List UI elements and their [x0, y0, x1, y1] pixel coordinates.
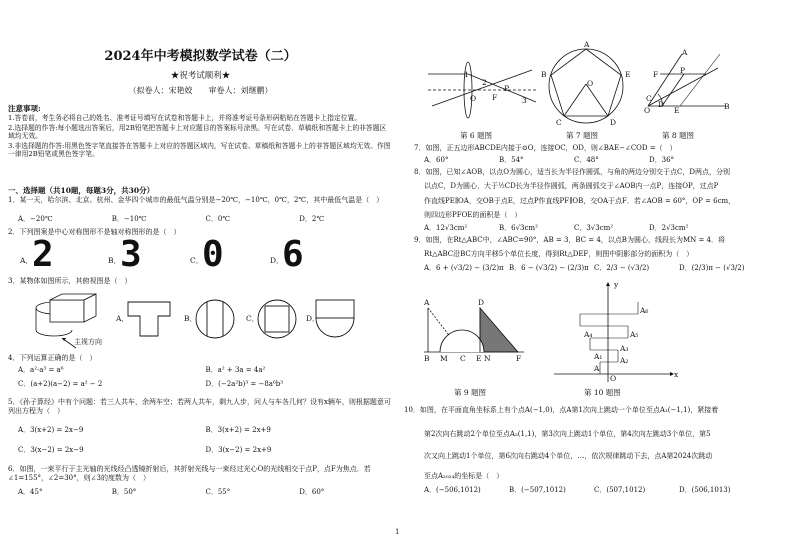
q2-label-b: B．: [108, 256, 122, 265]
fig10-caption: 第 10 题图: [584, 388, 621, 397]
q3-label-a: A．: [116, 314, 129, 323]
q3-label-d: D．: [306, 314, 320, 323]
q6-option-b: B．50°: [111, 488, 137, 496]
fig8-label: C: [646, 94, 652, 103]
q8-stem-line: 8．如图，已知∠AOB，以点O为圆心，适当长为半径作圆弧，与角的两边分别交于点C，D两点，分别: [414, 168, 730, 176]
fig10-label: O: [610, 374, 617, 383]
fig9-label: E: [476, 354, 482, 363]
q2-label-d: D．: [270, 256, 284, 265]
right-column: [404, 0, 789, 543]
fig9-caption: 第 9 题图: [454, 388, 487, 397]
fig6-label: 3: [522, 96, 527, 105]
fig10-label: A₅: [630, 330, 639, 339]
wish-line: ★祝考试顺利★: [170, 71, 231, 81]
q5-option-a: A．3(x+2) = 2x−9: [18, 426, 84, 434]
fig9-label: B: [424, 354, 430, 363]
q8-option-a: A．12√3cm²: [424, 224, 468, 232]
q3-option-c-figure: [256, 298, 298, 340]
q1-option-c: C．0℃: [205, 215, 231, 223]
fig7-label: C: [556, 118, 562, 127]
fig7-label: E: [625, 70, 631, 79]
q1-options: [18, 215, 393, 224]
fig8-label: D: [658, 100, 665, 109]
q3-option-a-figure: [126, 300, 172, 340]
fig9-label: C: [460, 354, 466, 363]
fig8-label: P: [680, 66, 686, 75]
q6-option-a: A．45°: [18, 488, 43, 496]
notes-block: [8, 104, 393, 159]
q4-options-row1: [18, 366, 393, 375]
q7-option-d: D．36°: [649, 156, 675, 164]
q3-view-caption: 主视方向: [74, 338, 102, 346]
q5-option-b: B．3(x+2) = 2x+9: [205, 426, 271, 434]
q8-stem-line: 以点C，D为圆心，大于½CD长为半径作圆弧，两条圆弧交于∠AOB内一点P，连接OP，过点P: [424, 182, 719, 190]
q1-option-d: D．2℃: [299, 215, 325, 223]
q6-options: [18, 488, 393, 497]
fig10-label: A₃: [620, 344, 629, 353]
q7-options: [424, 156, 724, 165]
fig8-angle-diagram: [640, 50, 730, 110]
q10-stem-line: 10．如图，在平面直角坐标系上有个点A(−1,0)，点A第1次向上跳动一个单位至点A₁(−1,1)，紧接着: [404, 406, 719, 414]
q4-option-b: B．a² + 3a = 4a²: [205, 366, 266, 374]
q3-label-b: B．: [184, 314, 198, 323]
q8-stem-line: 则四边形PFOE的面积是（ ）: [424, 211, 522, 219]
q2-label-c: C．: [190, 256, 204, 265]
fig7-label: O: [587, 79, 594, 88]
q10-stem-line: 第2次向右跳动2个单位至点A₂(1,1)，第3次向上跳动1个单位，第4次向左跳动3个单位，第5: [424, 430, 711, 438]
fig8-label: A: [682, 48, 688, 57]
q3-stem: 3．某物体如图所示，其俯视图是（ ）: [8, 277, 132, 285]
q9-options: [424, 264, 764, 273]
q10-stem-line: 至点A₂₀₂₄的坐标是（ ）: [424, 472, 504, 480]
q1-option-b: B．−10℃: [111, 215, 147, 223]
fig10-label: A: [594, 364, 600, 373]
q10-option-d: D．(506,1013): [679, 486, 731, 494]
q8-stem-line: 作直线PE∥OA，交OB于点E，过点P作直线PF∥OB，交OA于点F．若∠AOB = 60°，OP = 6cm，: [424, 197, 736, 205]
section-heading: 一、选择题（共10题，每题3分，共30分）: [8, 186, 155, 195]
q3-label-c: C．: [246, 314, 260, 323]
q2-digit-c: 0: [202, 234, 224, 275]
q9-option-c: C．2/3 − (√3/2): [594, 264, 650, 272]
note-item: 3.非选择题的作答:用黑色签字笔直接答在答题卡上对应的答题区域内，写在试卷、草稿纸和答题卡上的非答题区域均无效。作图一律用2B铅笔或黑色签字笔。: [8, 141, 391, 159]
fig10-label: A₄: [584, 330, 593, 339]
q3-option-d-figure: [314, 298, 356, 340]
fig7-caption: 第 7 题图: [566, 131, 599, 140]
fig6-label: F: [492, 93, 498, 102]
authors-line: （拟卷人：宋艳姣 审卷人：刘继鹏）: [128, 86, 273, 95]
q4-stem: 4．下列运算正确的是（ ）: [8, 354, 97, 362]
q2-stem: 2．下列图案是中心对称图形不是轴对称图形的是（ ）: [8, 228, 181, 236]
fig10-label: A₆: [640, 306, 649, 315]
fig8-label: E: [674, 106, 680, 115]
page-number: 1: [395, 528, 400, 536]
fig8-label: F: [653, 70, 659, 79]
q1-stem: 1．某一天，哈尔滨、北京、杭州、金华四个城市的最低气温分别是−20℃，−10℃，0℃，2℃，其中最低气温是（ ）: [8, 196, 384, 204]
note-item: 1.答卷前，考生务必将自己的姓名、准考证号填写在试卷和答题卡上，并将准考证号条形码粘贴在答题卡上指定位置。: [8, 114, 362, 123]
fig7-label: D: [610, 118, 617, 127]
notes-heading: 注意事项:: [8, 104, 41, 113]
q3-option-b-figure: [194, 298, 236, 340]
q8-option-d: D．2√3cm²: [649, 224, 689, 232]
q9-stem-line: 9．如图，在Rt△ABC中，∠ABC=90°，AB = 3，BC = 4，以点B为圆心，线段长为MN = 4．将: [414, 236, 726, 244]
q4-option-c: C．(a+2)(a−2) = a² − 2: [18, 380, 103, 388]
q7-option-a: A．60°: [424, 156, 449, 164]
fig9-label: M: [440, 354, 448, 363]
q4-option-a: A．a²·a³ = a⁶: [18, 366, 64, 374]
fig6-label: 1: [464, 70, 469, 79]
q5-option-d: D．3(x−2) = 2x+9: [205, 446, 272, 454]
q9-option-d: D．(2/3)π − (√3/2): [679, 264, 745, 272]
fig10-label: A₂: [620, 356, 629, 365]
fig6-label: 2: [482, 78, 487, 87]
fig6-lens-diagram: [428, 58, 538, 122]
note-item: 2.选择题的作答:每小题选出答案后，用2B铅笔把答题卡上对应题目的答案标号涂黑。写在试卷、草稿纸和答题卡上的非答题区域均无效。: [8, 123, 387, 141]
fig6-label: O: [470, 94, 477, 103]
fig10-coordinate-grid: [552, 282, 674, 384]
fig9-label: F: [516, 354, 522, 363]
q10-options: [424, 486, 764, 495]
fig6-caption: 第 6 题图: [460, 131, 493, 140]
fig7-label: B: [541, 70, 547, 79]
fig8-label: B: [724, 102, 730, 111]
q10-option-a: A．(−506,1012): [424, 486, 481, 494]
q7-option-b: B．54°: [499, 156, 524, 164]
fig8-caption: 第 8 题图: [662, 131, 695, 140]
left-column: [8, 0, 393, 543]
fig10-label: x: [674, 370, 679, 379]
q5-options-row1: [18, 426, 393, 435]
q9-option-a: A．6 + (√3/2) − (3/2)π: [424, 264, 504, 272]
q2-digit-b: 3: [120, 234, 142, 275]
fig9-label: N: [484, 354, 491, 363]
q5-stem: 5．《孙子算经》中有个问题：若三人共车，余两车空；若两人共车，剩九人步，问人与车各几何？设有x辆车，则根据题意可列出方程为（ ）: [8, 398, 391, 415]
q5-option-c: C．3(x−2) = 2x−9: [18, 446, 84, 454]
q7-stem: 7．如图，正五边形ABCDE内接于⊙O，连接OC，OD，则∠BAE−∠COD =（ ）: [414, 144, 677, 152]
q4-options-row2: [18, 380, 393, 389]
fig9-label: D: [478, 298, 485, 307]
q4-option-d: D．(−2a²b)³ = −8a⁶b³: [205, 380, 284, 388]
q5-options-row2: [18, 446, 393, 455]
q10-option-b: B．(−507,1012): [509, 486, 566, 494]
q2-digit-a: 2: [32, 234, 54, 275]
q2-label-a: A．: [20, 256, 33, 265]
q10-stem-line: 次又向上跳动1个单位，第6次向右跳动4个单位，…，依次规律跳动下去，点A第2024次跳动: [424, 452, 713, 460]
fig9-label: A: [424, 298, 430, 307]
fig7-label: A: [584, 40, 590, 49]
q6-stem: 6．如图，一束平行于主光轴的光线经凸透镜折射后，其折射光线与一束经过光心O的光线相交于点P，点F为焦点．若∠1=155°，∠2=30°，则∠3的度数为（ ）: [8, 465, 371, 482]
q8-options: [424, 224, 724, 233]
q9-stem-line: Rt△ABC沿BC方向平移5个单位长度，得到Rt△DEF，则图中阴影部分的面积为（ ）: [424, 250, 694, 258]
fig10-label: A₁: [594, 352, 603, 361]
q6-option-c: C．55°: [205, 488, 231, 496]
q7-option-c: C．48°: [574, 156, 599, 164]
fig8-label: O: [644, 106, 651, 115]
q2-digit-d: 6: [282, 234, 304, 275]
page-title: 2024年中考模拟数学试卷（二）: [104, 49, 297, 64]
q10-option-c: C．(507,1012): [594, 486, 646, 494]
fig6-label: P: [504, 84, 510, 93]
q9-option-b: B．6 − (√3/2) − (2/3)π: [509, 264, 589, 272]
fig10-label: y: [614, 280, 619, 289]
q1-option-a: A．−20℃: [18, 215, 53, 223]
q8-option-b: B．6√3cm²: [499, 224, 538, 232]
q6-option-d: D．60°: [299, 488, 325, 496]
q8-option-c: C．3√3cm²: [574, 224, 614, 232]
